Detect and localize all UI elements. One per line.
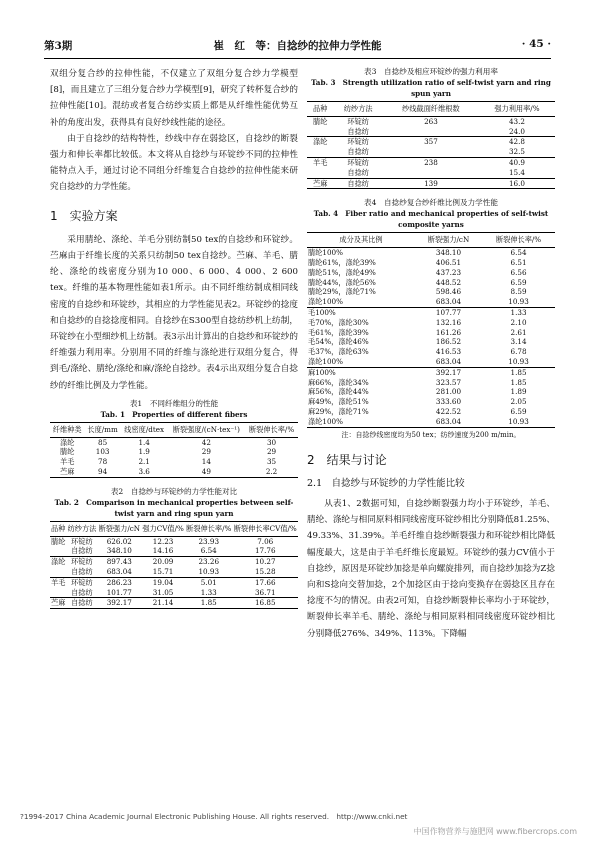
- table-row: [50, 598, 298, 609]
- table-cell: 自捻纺: [71, 567, 93, 577]
- table-cell: 自捻纺: [347, 126, 369, 136]
- section-heading-1: 1 实验方案: [50, 208, 118, 223]
- table-row: [50, 546, 298, 556]
- table-cell: 42: [201, 437, 211, 447]
- table-cell: 1.85: [510, 377, 527, 387]
- table-row: [307, 407, 555, 417]
- table-cell: 15.71: [152, 567, 174, 577]
- table2-caption: 表2 自捻纱与环锭纱的力学性能对比: [110, 486, 238, 496]
- table-cell: 6.59: [510, 406, 527, 416]
- table4-caption-en: Tab. 4 Fiber ratio and mechanical properties of self-twist composite yarns: [313, 209, 549, 230]
- paragraph-results: 从表1、2数据可知，自捻纱断裂强力均小于环锭纱，羊毛、腈纶、涤纶与相同原料相同线密度环锭纱相比分别降低81.25%、49.33%、31.39%。羊毛纤维自捻纱断裂强力和环锭纱相比降低幅度最大，这是由于羊毛纤维长度最短。环锭纱的强力CV值小于自捻纱，原因是环锭纱加捻是单向螺旋排列，而自捻纱加捻为Z捻向和S捻向交替加捻，2个加捻区由于捻向变换存在弱捻区且存在捻度不匀的情况。由表2可知，自捻纱断裂伸长率均小于环锭纱，断裂伸长率羊毛、腈纶、涤纶与相同原料相同线密度环锭纱相比分别降低276%、349%、113%。下降幅: [307, 498, 555, 639]
- table-cell: 448.52: [435, 277, 462, 287]
- table-cell: 环锭纺: [347, 116, 369, 126]
- table-header-cell: 断裂伸长率/%: [185, 521, 232, 536]
- table-row: [307, 137, 555, 147]
- table-row: [50, 536, 298, 546]
- table-cell: 683.04: [435, 297, 462, 307]
- table-cell: 78: [98, 457, 108, 467]
- table-header-cell: 断裂伸长率CV值/%: [232, 521, 298, 536]
- table-cell: 麻29%，涤纶71%: [308, 406, 369, 416]
- paragraph-intro-2: 由于自捻纱的结构特性，纱线中存在弱捻区，自捻纱的断裂强力和伸长率都比较低。本文将从自捻纱与环锭纱不同的拉伸性能特点入手，通过讨论不同组分纤维复合自捻纱的拉伸性能来研究自捻纱的力学性能。: [50, 133, 298, 193]
- table-3: [307, 101, 555, 189]
- table-header-cell: 断裂强力/cN: [97, 521, 141, 536]
- table-cell: 12.23: [152, 536, 174, 546]
- table-cell: 2.10: [510, 317, 527, 327]
- table-header-cell: 纤维种类: [50, 422, 84, 437]
- table-1: [50, 422, 298, 478]
- table-cell: 6.78: [510, 347, 527, 357]
- table-row: [307, 268, 555, 278]
- table-row: [307, 287, 555, 297]
- table-row: [50, 457, 298, 467]
- table-cell: 101.77: [106, 587, 132, 597]
- table-row: [307, 168, 555, 178]
- table4-note: 注：自捻纱线密度均为50 tex；纺纱速度为200 m/min。: [341, 430, 521, 439]
- table-cell: 6.51: [510, 257, 527, 267]
- table-cell: 1.33: [200, 587, 217, 597]
- table-cell: [383, 168, 479, 178]
- table-row: [307, 337, 555, 347]
- table-header-cell: 纺纱方法: [66, 521, 97, 536]
- table-cell: 毛100%: [307, 307, 415, 317]
- table1-caption: 表1 不同纤维组分的性能: [129, 398, 219, 408]
- table-cell: 281.00: [435, 387, 462, 397]
- table-cell: 2.2: [265, 467, 278, 477]
- table-cell: 437.23: [435, 267, 462, 277]
- table-cell: 毛37%，涤纶63%: [308, 347, 369, 357]
- table-cell: 羊毛: [307, 157, 333, 167]
- right-column: [307, 66, 555, 642]
- table-cell: 腈纶: [313, 116, 328, 126]
- table-header-cell: 强力CV值/%: [141, 521, 185, 536]
- running-title: 崔 红 等：自捻纱的拉伸力学性能: [213, 40, 382, 52]
- table-cell: 32.5: [508, 147, 525, 157]
- table-cell: 14: [201, 457, 211, 467]
- paragraph-method: 采用腈纶、涤纶、羊毛分别纺制50 tex的自捻纱和环锭纱。苎麻由于纤维长度的关系只纺制50 tex自捻纱。苎麻、羊毛、腈纶、涤纶的线密度分别为10 000、6 000、4 000、2 600 tex。纤维的基本物理性能如表1所示。由不同纤维纺制成相同线密度的自捻纱和环锭纱，其相应的力学性能见表2。环锭纱的捻度和自捻纱的自捻捻度相同。自捻纱在S300型自捻纺纱机上纺制，环锭纱在小型细纱机上纺制。表3示出计算出的自捻纱和环锭纱的纤维强力利用率。分别用不同的纤维与涤纶进行双组分复合，得到毛/涤纶、腈纶/涤纶和麻/涤纶自捻纱。表4示出双组分复合自捻纱的纤维比例及力学性能。: [50, 234, 298, 391]
- table-header-cell: 断裂伸长率/%: [482, 233, 555, 248]
- table-row: [307, 116, 555, 126]
- table-cell: 17.66: [232, 577, 298, 587]
- table-row: [307, 248, 555, 258]
- table-cell: 10.93: [508, 416, 529, 426]
- table3-caption: 表3 自捻纱及相应环锭纱的强力利用率: [364, 67, 498, 76]
- table-row: [307, 387, 555, 397]
- table-row: [307, 367, 555, 377]
- table-cell: 94: [98, 467, 108, 477]
- table-cell: 腈纶: [51, 536, 66, 546]
- table-row: [307, 318, 555, 328]
- table-row: [307, 157, 555, 167]
- table-cell: 6.54: [200, 546, 217, 556]
- table-cell: 35: [266, 457, 277, 467]
- table-cell: 15.28: [254, 567, 276, 577]
- table-cell: 23.26: [185, 557, 232, 567]
- table-cell: 涤纶: [307, 137, 333, 147]
- table-cell: [50, 567, 66, 577]
- table-cell: 自捻纺: [333, 178, 383, 189]
- table-cell: 3.14: [510, 337, 527, 347]
- table-cell: 6.59: [510, 277, 527, 287]
- table-cell: 683.04: [435, 416, 462, 426]
- table-row: [307, 278, 555, 288]
- table-cell: 29: [266, 447, 277, 457]
- table-cell: 392.17: [415, 367, 482, 377]
- table-cell: 161.26: [435, 327, 462, 337]
- header-rule: [44, 58, 551, 59]
- table-cell: 43.2: [508, 116, 525, 126]
- table-cell: 麻49%，涤纶51%: [308, 397, 369, 407]
- table-cell: 323.57: [435, 377, 462, 387]
- table-header-cell: 品种: [307, 102, 333, 117]
- table-cell: 286.23: [97, 577, 141, 587]
- table-cell: 422.52: [435, 406, 462, 416]
- table-header-cell: 断裂强力/cN: [415, 233, 482, 248]
- table-cell: 羊毛: [51, 577, 66, 587]
- table-cell: 348.10: [106, 546, 132, 556]
- table-cell: 186.52: [435, 337, 462, 347]
- table-row: [307, 397, 555, 407]
- table-cell: 416.53: [435, 347, 462, 357]
- table-header-cell: 长度/mm: [84, 422, 120, 437]
- watermark-text: 中国作物营养与施肥网 www.fibercrops.com: [413, 827, 577, 836]
- table-cell: 24.0: [508, 126, 525, 136]
- table-4: [307, 232, 555, 427]
- table-cell: 自捻纺: [347, 147, 369, 157]
- table-cell: 1.85: [482, 367, 555, 377]
- table-cell: 麻100%: [307, 367, 415, 377]
- table-cell: 132.16: [435, 317, 462, 327]
- table1-caption-en: Tab. 1 Properties of different fibers: [100, 409, 248, 419]
- table2-caption-en: Tab. 2 Comparison in mechanical properties between self-twist yarn and ring spun yarn: [54, 497, 294, 518]
- table-header-cell: 成分及其比例: [307, 233, 415, 248]
- table-cell: 自捻纺: [66, 598, 97, 609]
- table-cell: 598.46: [435, 287, 462, 297]
- left-column: [50, 66, 298, 609]
- table-cell: 238: [383, 157, 479, 167]
- table-cell: 897.43: [97, 557, 141, 567]
- table-cell: 苎麻: [307, 178, 333, 189]
- table-2: [50, 521, 298, 609]
- table-cell: 5.01: [185, 577, 232, 587]
- table-cell: 392.17: [97, 598, 141, 609]
- table-cell: 85: [98, 437, 108, 447]
- table-cell: 42.8: [479, 137, 555, 147]
- table-header-cell: 纺纱方法: [333, 102, 383, 117]
- table-row: [50, 577, 298, 587]
- table-cell: 苎麻: [51, 598, 66, 608]
- table-cell: [383, 127, 479, 137]
- table-row: [50, 447, 298, 457]
- table-row: [50, 437, 298, 447]
- table-row: [307, 307, 555, 317]
- table-cell: 103: [95, 447, 110, 457]
- table-cell: 107.77: [415, 307, 482, 317]
- table-cell: 16.85: [232, 598, 298, 609]
- table-cell: 333.60: [435, 397, 462, 407]
- table-cell: 40.9: [479, 157, 555, 167]
- paragraph-intro-cont: 双组分复合纱的拉伸性能，不仅建立了双组分复合纱力学模型[8]，而且建立了三组分复合纱力学模型[9]，研究了转杯复合纱的拉伸性能[10]。混纺或者复合纺纱实质上都是从纤维性能优势互补的角度出发，获得具有良好纱线性能的途径。: [50, 69, 298, 128]
- table-cell: 环锭纺: [333, 137, 383, 147]
- table-cell: 2.61: [510, 327, 527, 337]
- table-cell: 49: [201, 467, 211, 477]
- table-cell: 涤纶100%: [308, 356, 343, 366]
- issue-number: 第3期: [44, 40, 73, 52]
- table-cell: [307, 127, 333, 137]
- section-heading-2: 2 结果与讨论: [307, 452, 387, 467]
- table-cell: [307, 147, 333, 157]
- table-cell: 涤纶: [60, 437, 75, 447]
- copyright-footer: ?1994-2017 China Academic Journal Electronic Publishing House. All rights reserved. http://www.cnki.net: [20, 812, 408, 821]
- table-cell: 139: [383, 178, 479, 189]
- table-cell: 7.06: [257, 536, 274, 546]
- table-cell: 357: [383, 137, 479, 147]
- table-cell: 20.09: [141, 557, 185, 567]
- table-header-cell: 纱线截面纤维根数: [383, 102, 479, 117]
- table-header-cell: 断裂伸长率/%: [245, 422, 298, 437]
- table-cell: 6.54: [510, 248, 527, 258]
- table-row: [50, 557, 298, 567]
- table-cell: 10.27: [232, 557, 298, 567]
- table-cell: 环锭纺: [66, 577, 97, 587]
- table-cell: 自捻纺: [347, 167, 369, 177]
- table-cell: 683.04: [435, 356, 462, 366]
- table-row: [307, 258, 555, 268]
- table-cell: 环锭纺: [66, 557, 97, 567]
- table-cell: 348.10: [435, 248, 462, 258]
- page-number: · 45 ·: [521, 38, 551, 50]
- table-cell: 17.76: [254, 546, 276, 556]
- table-row: [307, 357, 555, 367]
- table-cell: 1.33: [482, 307, 555, 317]
- table-cell: 腈纶44%，涤纶56%: [308, 277, 376, 287]
- table-cell: 涤纶: [51, 557, 66, 567]
- table-cell: 苎麻: [60, 467, 75, 477]
- table-cell: 19.04: [141, 577, 185, 587]
- table-cell: 涤纶100%: [308, 297, 343, 307]
- table-cell: 毛54%，涤纶46%: [308, 337, 369, 347]
- table-row: [307, 147, 555, 157]
- table-cell: 1.89: [510, 387, 527, 397]
- table-cell: 23.93: [198, 536, 220, 546]
- table-row: [307, 417, 555, 427]
- table-cell: 羊毛: [60, 457, 75, 467]
- table-cell: 36.71: [254, 587, 276, 597]
- table-cell: 腈纶: [60, 447, 75, 457]
- table-cell: 29: [201, 447, 211, 457]
- table-cell: 31.05: [152, 587, 174, 597]
- table-cell: 自捻纺: [71, 546, 93, 556]
- table-row: [50, 588, 298, 598]
- table-cell: 16.0: [479, 178, 555, 189]
- table-cell: 2.1: [138, 457, 150, 467]
- table-cell: 1.9: [138, 447, 150, 457]
- table-row: [50, 467, 298, 477]
- table-cell: 6.56: [510, 267, 527, 277]
- table-row: [307, 378, 555, 388]
- table-cell: 腈纶51%，涤纶49%: [308, 267, 376, 277]
- table-cell: 毛61%，涤纶39%: [308, 327, 369, 337]
- table-header-cell: 品种: [50, 521, 66, 536]
- table-row: [307, 127, 555, 137]
- table-cell: 腈纶100%: [308, 248, 343, 258]
- subsection-heading-2-1: 2.1 自捻纱与环锭纱的力学性能比较: [307, 477, 465, 489]
- table-cell: 15.4: [508, 167, 525, 177]
- table-cell: 1.85: [185, 598, 232, 609]
- table-cell: 麻66%，涤纶34%: [308, 377, 369, 387]
- table-cell: 14.16: [152, 546, 174, 556]
- table-row: [307, 328, 555, 338]
- table-row: [50, 567, 298, 577]
- table-cell: 自捻纺: [71, 587, 93, 597]
- table4-caption: 表4 自捻纱复合纱纤维比例及力学性能: [364, 198, 498, 208]
- table-cell: 683.04: [106, 567, 132, 577]
- table-cell: 263: [424, 116, 438, 126]
- table-cell: [383, 147, 479, 157]
- table-cell: 626.02: [106, 536, 132, 546]
- table-cell: 环锭纺: [333, 157, 383, 167]
- table-cell: [307, 168, 333, 178]
- table-cell: 3.6: [138, 467, 150, 477]
- table-cell: 1.4: [138, 437, 150, 447]
- table-cell: 10.93: [508, 356, 529, 366]
- table-cell: [50, 588, 66, 598]
- table-cell: 8.59: [510, 287, 527, 297]
- table-cell: 毛70%，涤纶30%: [308, 317, 369, 327]
- table-cell: 21.14: [141, 598, 185, 609]
- table-header-cell: 线密度/dtex: [121, 422, 168, 437]
- table-cell: 10.93: [508, 297, 529, 307]
- table-cell: 腈纶29%，涤纶71%: [308, 287, 376, 297]
- table-row: [307, 178, 555, 189]
- table-header-cell: 断裂强度/(cN·tex⁻¹): [168, 422, 246, 437]
- running-header: [44, 38, 551, 54]
- table-cell: 30: [266, 437, 277, 447]
- table-cell: 2.05: [510, 397, 527, 407]
- table3-caption-en: Tab. 3 Strength utilization ratio of self-twist yarn and ring spun yarn: [311, 78, 551, 98]
- table-cell: 406.51: [435, 257, 462, 267]
- table-cell: 10.93: [198, 567, 220, 577]
- table-cell: 环锭纺: [71, 536, 93, 546]
- table-row: [307, 297, 555, 307]
- table-cell: 腈纶61%，涤纶39%: [308, 257, 376, 267]
- table-cell: 涤纶100%: [308, 416, 343, 426]
- table-header-cell: 强力利用率/%: [479, 102, 555, 117]
- table-row: [307, 347, 555, 357]
- table-cell: 麻56%，涤纶44%: [308, 387, 369, 397]
- table-cell: [50, 546, 66, 556]
